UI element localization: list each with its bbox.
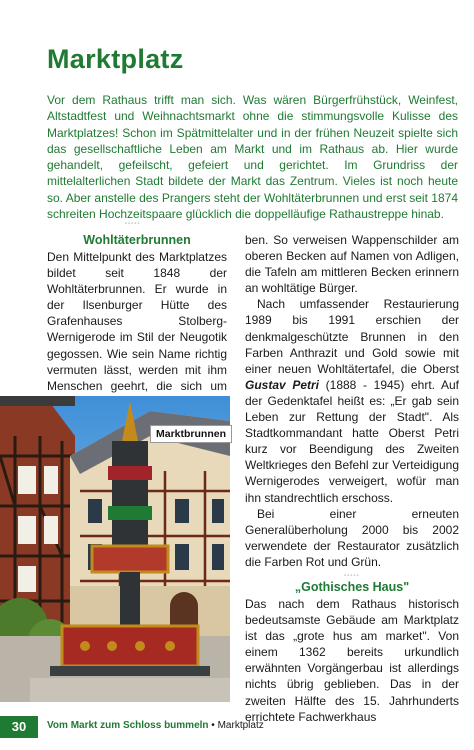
running-head <box>47 720 264 731</box>
right-paragraph-4: Das nach dem Rathaus historisch bedeutsamste Gebäude am Marktplatz ist das „grote hus am market". Von einem 1362 bereits urkundlich erwähnten Vorgängerbau ist allerdings nichts übrig geblieben. Das in der zweiten Hälfte des 15. Jahrhunderts errichtete Fachwerkhaus <box>245 596 459 724</box>
chapter-title: Vom Markt zum Schloss bummeln <box>47 720 209 731</box>
photo-caption: Marktbrunnen <box>150 425 232 443</box>
separator: • <box>211 720 215 731</box>
right-column <box>245 232 459 725</box>
person-name: Gustav Petri <box>245 377 320 392</box>
section-ornament-2: ◦◦◦◦◦ <box>344 572 360 579</box>
section-ornament: ◦◦◦◦◦ <box>125 221 141 227</box>
section-heading-gothisches-haus: „Gothisches Haus" <box>294 579 410 594</box>
page-number: 30 <box>0 716 38 738</box>
page-title: Marktplatz <box>47 44 184 74</box>
left-paragraph: Den Mittelpunkt des Marktplatzes bildet seit 1848 der Wohltäterbrunnen. Er wurde in der Ilsenburger Hütte des Grafenhauses Stolberg-Wernigerode im Stil der Neugotik gegossen. Wie sein Name richtig vermuten lässt, werden mit ihm Menschen geehrt, die sich um <box>47 250 227 393</box>
right-paragraph-1: ben. So verweisen Wappenschilder am oberen Becken auf Namen von Adligen, die Tafeln am mittleren Becken erinnern an wohltätige Bürger. <box>245 233 459 296</box>
section-heading-wohltaeterbrunnen: Wohltäterbrunnen <box>83 233 191 247</box>
right-paragraph-3: Bei einer erneuten Generalüberholung 2000 bis 2002 verwendete der Restaurator zusätzlich die Farben Rot und Grün. <box>245 506 459 569</box>
right-paragraph-2: Nach umfassender Restaurierung 1989 bis 1991 erschien der denkmalgeschützte Brunnen in den Farben Anthrazit und Gold sowie mit einer neuen Wohltätertafel, die Oberst Gustav Petri (1888 - 1945) ehrt. Auf der Gedenktafel heißt es: „Er gab sein Leben zur Rettung der Stadt". Als Stadtkommandant hatte Oberst Petri kurz vor Beendigung des Zweiten Weltkrieges den Befehl zur Verteidigung Wernigerodes verweigert, wofür man ihn standrechtlich erschoss. <box>245 297 459 505</box>
page-footer <box>0 716 474 738</box>
intro-paragraph: Vor dem Rathaus trifft man sich. Was wären Bürgerfrühstück, Weinfest, Altstadtfest und Weihnachtsmarkt ohne die stimmungsvolle Kulisse des Marktplatzes! Schon im Spätmittelalter und in der frühen Neuzeit spielte sich das gesellschaftliche Leben am Markt und im Rathaus ab. Hier wurde gehandelt, gefeilscht, gefeiert und gerichtet. Im Grundriss der mittelalterlichen Stadt bildete der Markt das Zentrum. Vieles ist noch heute so. Aber anstelle des Prangers steht der Wohltäterbrunnen und erst seit 1874 schreiten Hochzeitspaare glücklich die doppelläufige Rathaustreppe hinab. <box>47 93 458 222</box>
section-title: Marktplatz <box>217 720 264 731</box>
